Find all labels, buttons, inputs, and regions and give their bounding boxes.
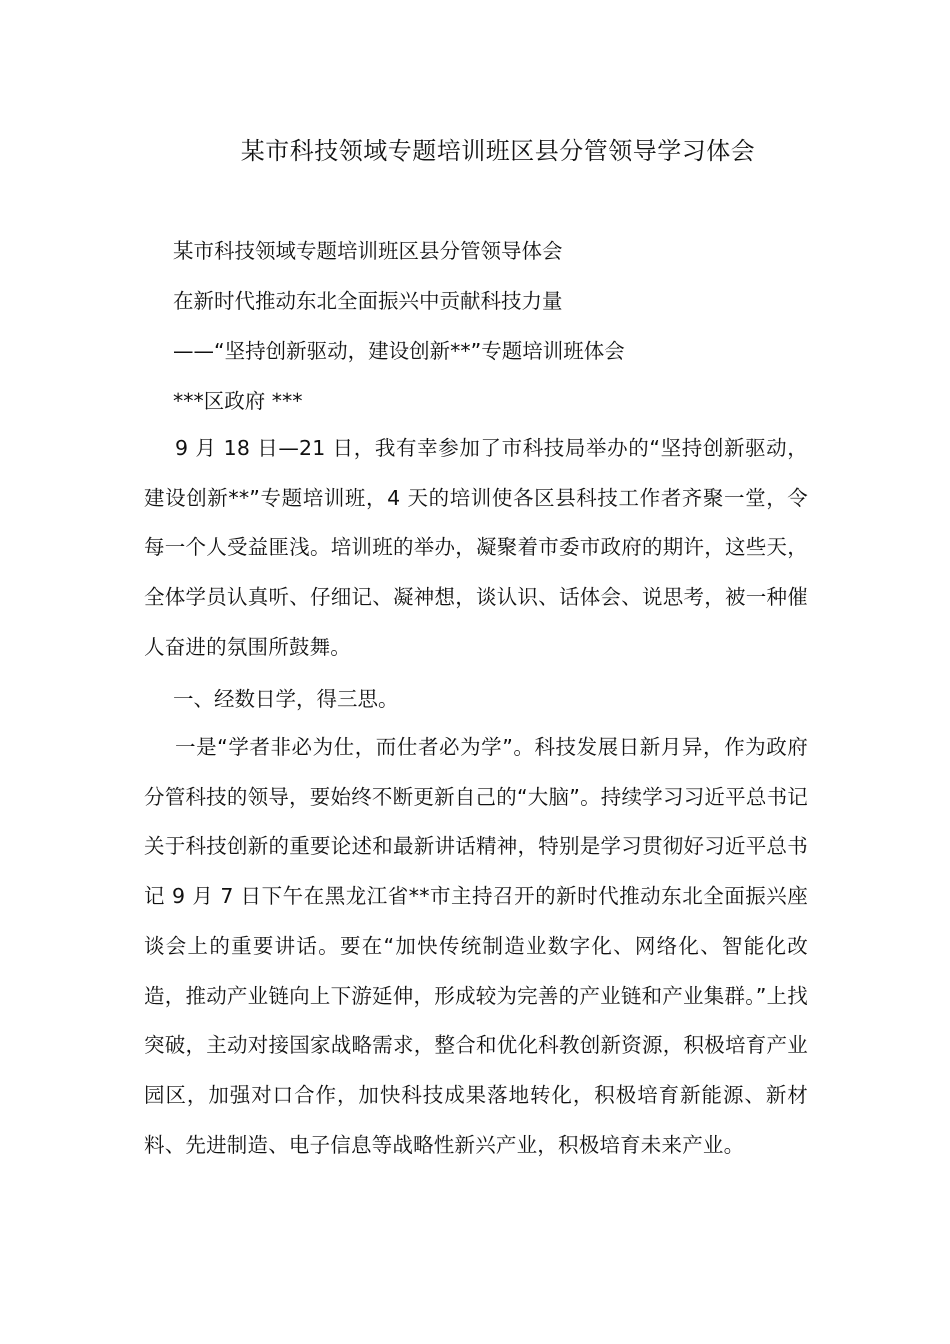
header-line-author: ***区政府 *** [173, 389, 303, 413]
header-line-course: ——“坚持创新驱动，建设创新**”专题培训班体会 [173, 339, 625, 363]
paragraph-intro: 9 月 18 日—21 日，我有幸参加了市科技局举办的“坚持创新驱动，建设创新**”专题培训班，4 天的培训使各区县科技工作者齐聚一堂，令每一个人受益匪浅。培训班的举办，凝聚着市委市政府的期许，这些天，全体学员认真听、仔细记、凝神想，谈认识、话体会、说思考，被一种催人奋进的氛围所鼓舞。 [144, 436, 808, 659]
header-line-subtitle: 某市科技领域专题培训班区县分管领导体会 [173, 239, 563, 263]
section-heading: 一、经数日学，得三思。 [173, 687, 399, 711]
header-line-theme: 在新时代推动东北全面振兴中贡献科技力量 [173, 289, 563, 313]
paragraph-point-one: 一是“学者非必为仕，而仕者必为学”。科技发展日新月异，作为政府分管科技的领导，要始终不断更新自己的“大脑”。持续学习习近平总书记关于科技创新的重要论述和最新讲话精神，特别是学习贯彻好习近平总书记 9 月 7 日下午在黑龙江省**市主持召开的新时代推动东北全面振兴座谈会上的重要讲话。要在“加快传统制造业数字化、网络化、智能化改造，推动产业链向上下游延伸，形成较为完善的产业链和产业集群。”上找突破，主动对接国家战略需求，整合和优化科教创新资源，积极培育产业园区，加强对口合作，加快科技成果落地转化，积极培育新能源、新材料、先进制造、电子信息等战略性新兴产业，积极培育未来产业。 [144, 735, 808, 1157]
document-title: 某市科技领域专题培训班区县分管领导学习体会 [240, 137, 756, 165]
